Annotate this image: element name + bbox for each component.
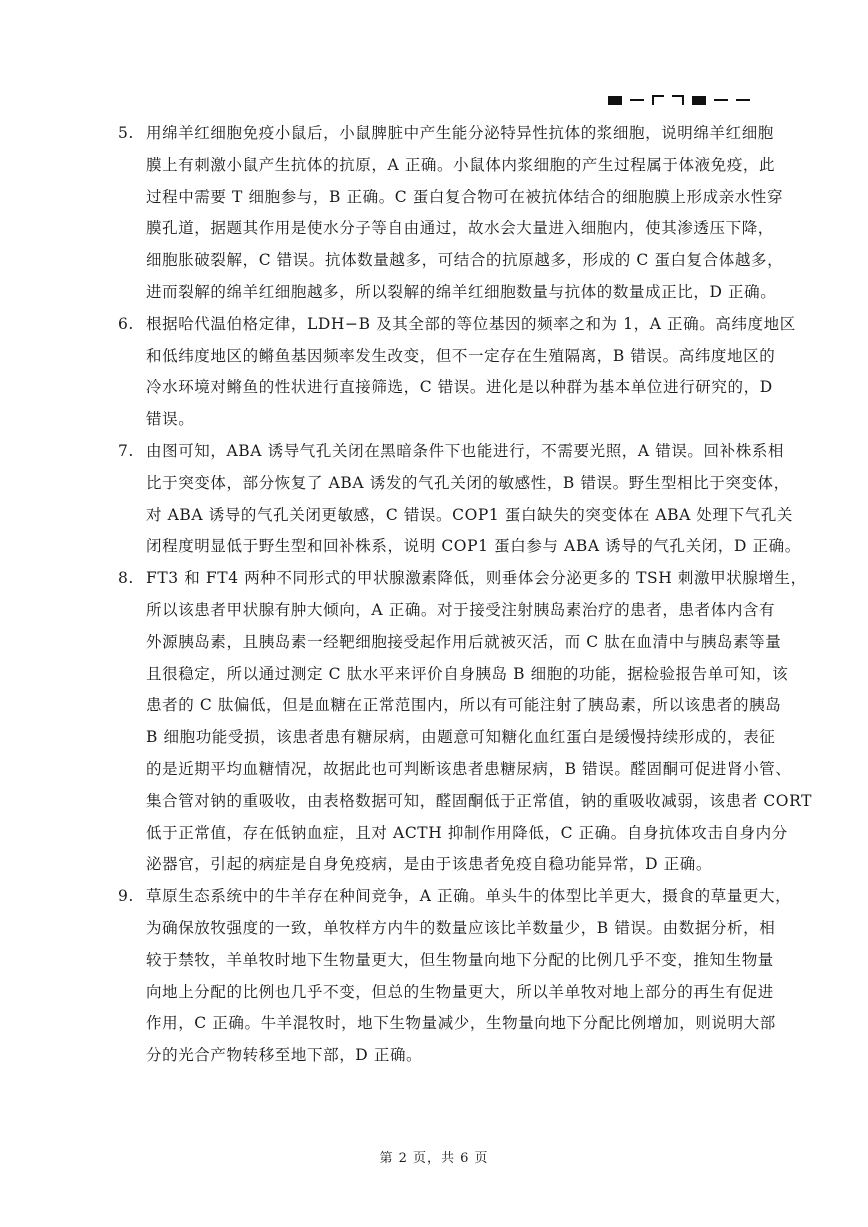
text-line: 且很稳定，所以通过测定 C 肽水平来评价自身胰岛 B 细胞的功能，据检验报告单可知，该 <box>146 664 789 683</box>
text-line: 草原生态系统中的牛羊存在种间竞争，A 正确。单头牛的体型比羊更大，摄食的草量更大， <box>146 887 792 906</box>
text-line: FT3 和 FT4 两种不同形式的甲状腺激素降低，则垂体会分泌更多的 TSH 刺激甲状腺增生， <box>146 569 807 588</box>
text-line: 外源胰岛素，且胰岛素一经靶细胞接受起作用后就被灭活，而 C 肽在血清中与胰岛素等量 <box>146 632 782 651</box>
black-block-icon <box>692 96 706 105</box>
answer-explanations <box>118 118 813 1072</box>
text-line: 作用，C 正确。牛羊混牧时，地下生物量减少，生物量向地下分配比例增加，则说明大部 <box>146 1014 776 1033</box>
text-line: 患者的 C 肽偏低，但是血糖在正常范围内，所以有可能注射了胰岛素，所以该患者的胰岛 <box>146 696 782 715</box>
text-line: 错误。 <box>146 410 195 429</box>
item-number: 8. <box>118 569 134 588</box>
right-bracket-icon <box>672 95 684 105</box>
text-line: 为确保放牧强度的一致，单牧样方内牛的数量应该比羊数量少，B 错误。由数据分析，相 <box>146 918 776 937</box>
header-marks-icon <box>608 92 750 108</box>
text-line: 分的光合产物转移至地下部，D 正确。 <box>146 1046 423 1065</box>
text-line: 膜孔道，据题其作用是使水分子等自由通过，故水会大量进入细胞内，使其渗透压下降， <box>146 219 774 238</box>
text-line: 的是近期平均血糖情况，故据此也可判断该患者患糖尿病，B 错误。醛固酮可促进肾小管、 <box>146 759 792 778</box>
text-line: B 细胞功能受损，该患者患有糖尿病，由题意可知糖化血红蛋白是缓慢持续形成的，表征 <box>146 728 776 747</box>
text-line: 比于突变体，部分恢复了 ABA 诱发的气孔关闭的敏感性，B 错误。野生型相比于突变体， <box>146 473 790 492</box>
text-line: 对 ABA 诱导的气孔关闭更敏感，C 错误。COP1 蛋白缺失的突变体在 ABA 处理下气孔关 <box>146 505 794 524</box>
item-number: 7. <box>118 441 134 460</box>
dash-icon <box>630 99 644 101</box>
item-number: 6. <box>118 314 134 333</box>
text-line: 所以该患者甲状腺有肿大倾向，A 正确。对于接受注射胰岛素治疗的患者，患者体内含有 <box>146 600 776 619</box>
item-text <box>146 881 791 1072</box>
text-line: 较于禁牧，羊单牧时地下生物量更大，但生物量向地下分配的比例几乎不变，推知生物量 <box>146 950 774 969</box>
item-text <box>146 309 796 436</box>
text-line: 低于正常值，存在低钠血症，且对 ACTH 抑制作用降低，C 正确。自身抗体攻击自身内分 <box>146 823 788 842</box>
answer-item-5 <box>118 118 784 309</box>
item-number: 5. <box>118 124 134 142</box>
text-line: 由图可知，ABA 诱导气孔关闭在黑暗条件下也能进行，不需要光照，A 错误。回补株系相 <box>146 441 785 460</box>
item-text <box>146 436 801 563</box>
text-line: 细胞胀破裂解，C 错误。抗体数量越多，可结合的抗原越多，形成的 C 蛋白复合体越多， <box>146 251 784 270</box>
item-text <box>146 563 812 881</box>
text-line: 冷水环境对鳉鱼的性状进行直接筛选，C 错误。进化是以种群为基本单位进行研究的，D <box>146 378 773 397</box>
answer-item-7 <box>118 436 801 563</box>
left-bracket-icon <box>652 95 664 105</box>
text-line: 和低纬度地区的鳉鱼基因频率发生改变，但不一定存在生殖隔离，B 错误。高纬度地区的 <box>146 346 776 365</box>
text-line: 用绵羊红细胞免疫小鼠后，小鼠脾脏中产生能分泌特异性抗体的浆细胞，说明绵羊红细胞 <box>146 124 774 142</box>
text-line: 膜上有刺激小鼠产生抗体的抗原，A 正确。小鼠体内浆细胞的产生过程属于体液免疫，此 <box>146 155 776 174</box>
answer-item-6 <box>118 309 796 436</box>
text-line: 向地上分配的比例也几乎不变，但总的生物量更大，所以羊单牧对地上部分的再生有促进 <box>146 982 774 1001</box>
page-number-footer: 第 2 页，共 6 页 <box>379 1151 489 1166</box>
text-line: 泌器官，引起的病症是自身免疫病，是由于该患者免疫自稳功能异常，D 正确。 <box>146 855 712 874</box>
item-text <box>146 118 783 309</box>
text-line: 过程中需要 T 细胞参与，B 正确。C 蛋白复合物可在被抗体结合的细胞膜上形成亲水性穿 <box>146 187 784 206</box>
dash-icon <box>736 99 750 101</box>
black-block-icon <box>608 96 622 105</box>
item-number: 9. <box>118 887 134 906</box>
text-line: 集合管对钠的重吸收，由表格数据可知，醛固酮低于正常值，钠的重吸收减弱，该患者 CORT <box>146 791 813 810</box>
answer-item-9 <box>118 881 792 1072</box>
text-line: 闭程度明显低于野生型和回补株系，说明 COP1 蛋白参与 ABA 诱导的气孔关闭，D 正确。 <box>146 537 801 556</box>
answer-item-8 <box>118 563 813 881</box>
text-line: 根据哈代温伯格定律，LDH−B 及其全部的等位基因的频率之和为 1，A 正确。高纬度地区 <box>146 314 796 333</box>
text-line: 进而裂解的绵羊红细胞越多，所以裂解的绵羊红细胞数量与抗体的数量成正比，D 正确。 <box>146 282 777 301</box>
dash-icon <box>714 99 728 101</box>
